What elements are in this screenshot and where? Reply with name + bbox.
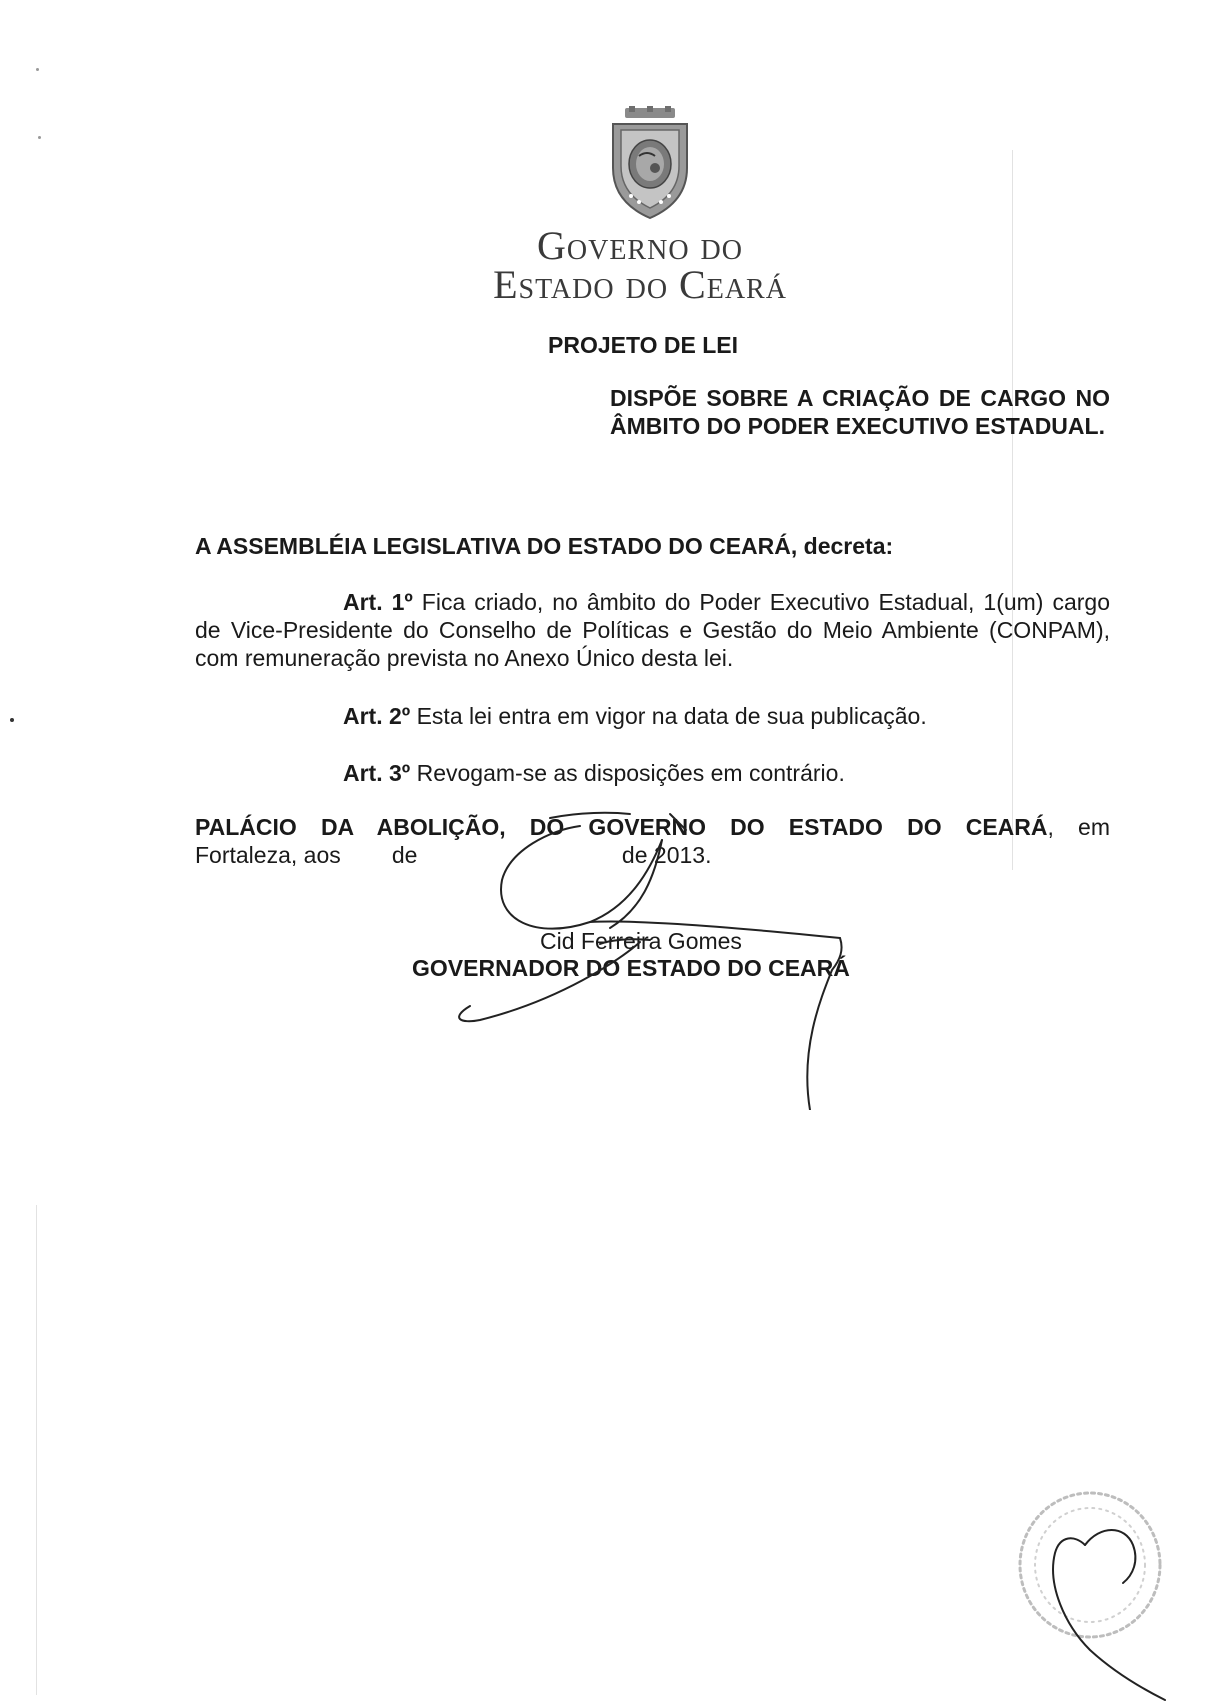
coat-of-arms-icon	[603, 106, 697, 222]
signer-title: GOVERNADOR DO ESTADO DO CEARÁ	[412, 955, 850, 981]
article-2-label: Art. 2º	[343, 703, 411, 729]
article-2	[195, 702, 1110, 730]
article-1	[195, 588, 1110, 672]
article-3-text: Revogam-se as disposições em contrário.	[410, 760, 845, 786]
signature-image	[440, 810, 870, 1110]
scan-speck	[36, 68, 39, 71]
article-2-text: Esta lei entra em vigor na data de sua publicação.	[410, 703, 927, 729]
article-3	[195, 759, 1110, 787]
document-type: PROJETO DE LEI	[548, 332, 739, 358]
scan-edge-line	[36, 1205, 37, 1695]
article-1-label: Art. 1º	[343, 589, 413, 615]
closing-place-suffix: , em	[1047, 814, 1111, 840]
enactment-clause: A ASSEMBLÉIA LEGISLATIVA DO ESTADO DO CEARÁ, decreta:	[195, 533, 894, 559]
signer-name: Cid Ferreira Gomes	[540, 928, 742, 954]
closing-date-line: Fortaleza, aos de de 2013.	[195, 842, 712, 868]
scan-speck	[38, 136, 41, 139]
document-summary: DISPÕE SOBRE A CRIAÇÃO DE CARGO NO ÂMBITO DO PODER EXECUTIVO ESTADUAL.	[610, 385, 1110, 439]
stamp-image	[1005, 1475, 1180, 1705]
article-3-label: Art. 3º	[343, 760, 411, 786]
org-name-line1: Governo do	[537, 223, 743, 268]
article-1-text: Fica criado, no âmbito do Poder Executivo Estadual, 1(um) cargo de Vice-Presidente do Conselho de Políticas e Gestão do Meio Ambiente (CONPAM), com remuneração prevista no Anexo Único desta lei.	[195, 589, 1110, 671]
scan-speck	[10, 718, 14, 722]
closing-place: PALÁCIO DA ABOLIÇÃO, DO GOVERNO DO ESTADO DO CEARÁ	[195, 814, 1048, 840]
org-name-line2: Estado do Ceará	[493, 262, 787, 307]
